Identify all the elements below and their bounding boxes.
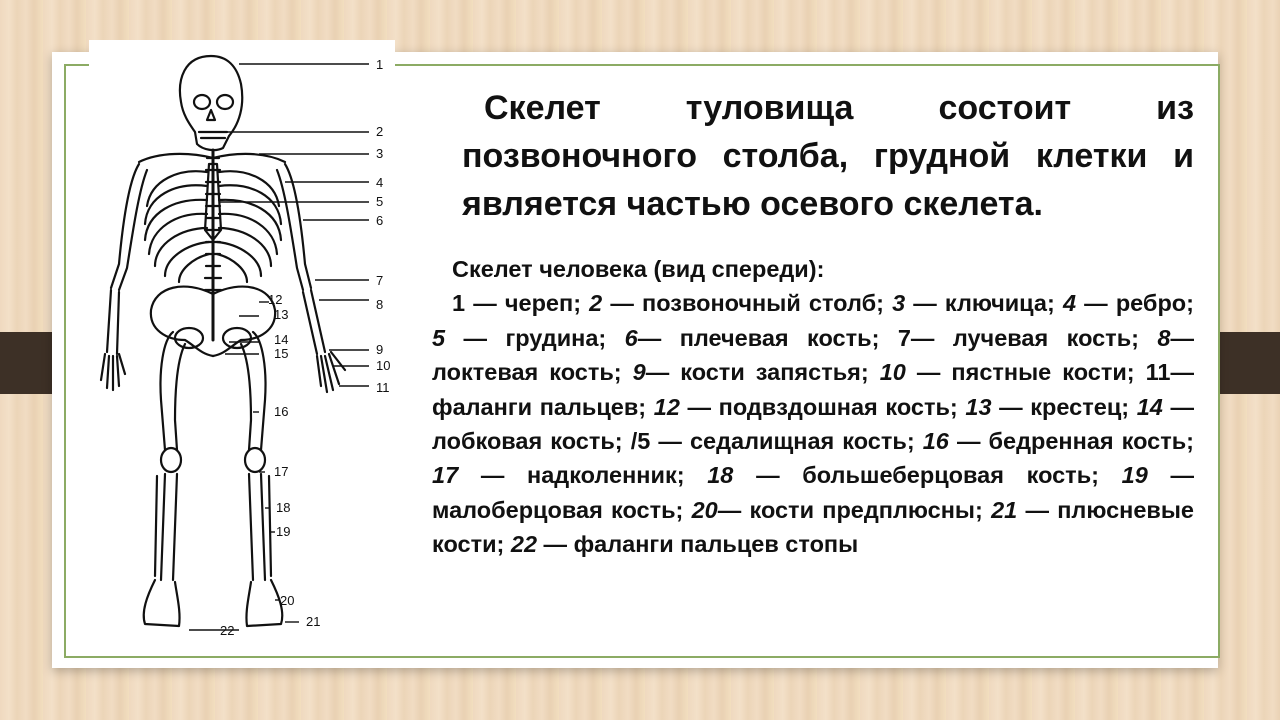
skeleton-drawing <box>89 40 395 646</box>
caption-heading: Скелет человека (вид спереди): <box>452 256 825 282</box>
legend-text: — кости запястья; <box>645 359 880 386</box>
figure-label-15: 15 <box>274 346 289 361</box>
legend-number: 12 <box>653 393 680 420</box>
skeleton-figure <box>89 40 395 646</box>
figure-label-17: 17 <box>274 464 289 479</box>
figure-label-12: 12 <box>268 292 283 307</box>
figure-label-4: 4 <box>376 175 384 190</box>
legend-number: 1 <box>452 290 466 317</box>
legend-text: — грудина; <box>445 324 625 351</box>
legend-number: 5 <box>432 324 446 351</box>
figure-label-11: 11 <box>376 380 390 395</box>
legend-text: — бедренная кость; <box>948 428 1195 455</box>
legend-text: — седалищная кость; <box>650 428 923 455</box>
figure-label-14: 14 <box>274 332 289 347</box>
legend-number: /5 <box>630 428 651 455</box>
figure-label-8: 8 <box>376 297 384 312</box>
legend-number: 18 <box>707 462 734 489</box>
legend-number: 22 <box>510 531 538 558</box>
figure-label-21: 21 <box>306 614 321 629</box>
legend-text: — надколенник; <box>458 462 708 489</box>
legend-number: 2 <box>589 290 603 317</box>
figure-label-5: 5 <box>376 194 384 209</box>
figure-label-9: 9 <box>376 342 384 357</box>
legend-number: 9 <box>632 359 646 386</box>
legend-number: 8 <box>1157 324 1171 351</box>
legend-number: 17 <box>432 462 459 489</box>
legend-text: — ключица; <box>905 290 1063 317</box>
legend-number: 13 <box>965 393 992 420</box>
legend-text: — большеберцовая кость; <box>733 462 1122 489</box>
figure-label-18: 18 <box>276 500 291 515</box>
legend-text: — кости предплюсны; <box>717 496 992 523</box>
caption-legend <box>432 286 1194 561</box>
legend-text: — лучевая кость; <box>910 324 1158 351</box>
legend-text: — подвздошная кость; <box>679 393 966 420</box>
figure-caption <box>432 252 1194 562</box>
figure-label-7: 7 <box>376 273 384 288</box>
legend-text: — крестец; <box>991 393 1137 420</box>
legend-text: — локтевая кость; <box>432 324 1194 386</box>
figure-label-2: 2 <box>376 124 384 139</box>
figure-label-1: 1 <box>376 57 384 72</box>
legend-number: 20 <box>691 496 718 523</box>
figure-label-19: 19 <box>276 524 291 539</box>
legend-number: 3 <box>892 290 906 317</box>
slide-title: Скелет туловища состоит из позвоночного столба, грудной клетки и является частью осевого скелета. <box>462 89 1194 223</box>
legend-text: — позвоночный столб; <box>602 290 893 317</box>
legend-number: 19 <box>1121 462 1148 489</box>
figure-label-22: 22 <box>220 623 235 638</box>
legend-number: 6 <box>624 324 638 351</box>
legend-number: 21 <box>991 496 1018 523</box>
figure-label-16: 16 <box>274 404 289 419</box>
legend-number: 7 <box>897 324 911 351</box>
legend-text: — пястные кости; <box>905 359 1146 386</box>
legend-number: 14 <box>1136 393 1163 420</box>
figure-label-20: 20 <box>280 593 295 608</box>
legend-text: — ребро; <box>1076 290 1194 317</box>
legend-text: — малоберцовая кость; <box>432 462 1194 523</box>
legend-text: — череп; <box>465 290 590 317</box>
legend-text: — лобковая кость; <box>432 393 1195 455</box>
legend-number: 10 <box>879 359 906 386</box>
figure-label-3: 3 <box>376 146 384 161</box>
legend-text: — фаланги пальцев стопы <box>537 531 859 558</box>
legend-text: — плюсневые кости; <box>432 496 1195 558</box>
legend-number: 11 <box>1145 359 1171 386</box>
legend-text: — плечевая кость; <box>637 324 898 351</box>
legend-text: — фаланги пальцев; <box>432 359 1194 420</box>
figure-label-6: 6 <box>376 213 384 228</box>
legend-number: 4 <box>1062 290 1077 317</box>
legend-number: 16 <box>922 428 949 455</box>
figure-label-13: 13 <box>274 307 289 322</box>
figure-label-10: 10 <box>376 358 391 373</box>
